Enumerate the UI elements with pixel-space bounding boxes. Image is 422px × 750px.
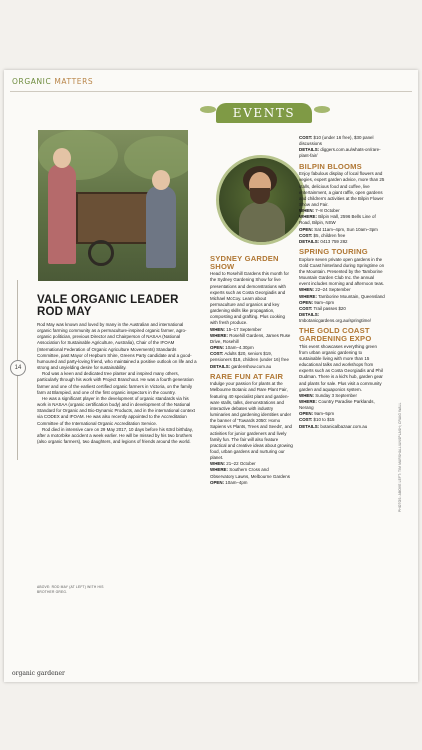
event-item (299, 163, 385, 245)
event-detail-row (210, 467, 293, 479)
event-detail-value: 7–8 October (315, 208, 340, 214)
event-detail-value: 15–17 September (226, 326, 262, 332)
man-left (48, 164, 76, 264)
section-header-matters: MATTERS (54, 77, 94, 86)
event-detail-value: $10 to $15 (313, 417, 335, 423)
event-detail-label: WHERE: (210, 332, 228, 338)
leaf-icon (200, 106, 216, 113)
events-title: EVENTS (232, 106, 296, 120)
event-detail-value: 21–22 October (226, 461, 256, 467)
cart (76, 192, 152, 244)
event-detail-value: Trail passes $20 (313, 305, 346, 311)
event-detail-row (299, 399, 385, 411)
section-header-organic: ORGANIC (12, 77, 55, 86)
event-detail-value: 22–24 September (315, 287, 351, 293)
events-banner (216, 103, 312, 123)
event-detail-label: OPEN: (299, 411, 314, 417)
event-detail-value[interactable]: 0413 759 282 (320, 238, 348, 244)
event-detail-label: WHEN: (299, 287, 315, 293)
event-detail-row (299, 424, 385, 430)
man-right-head (152, 170, 170, 190)
photo-caption: ABOVE: ROD MAY (AT LEFT) WITH HIS BROTHER GREG. (37, 585, 104, 594)
event-detail-value: Sat 11am–4pm, Sun 10am–3pm (314, 226, 378, 232)
event-detail-value: 9am–5pm (314, 411, 335, 417)
event-detail-label: DETAILS: (299, 238, 320, 244)
header-rule (10, 91, 412, 92)
event-detail-value: Bilpin Hall, 2596 Bells Line of Road, Bilpin, NSW (299, 214, 376, 226)
event-item (210, 373, 293, 486)
event-detail-value: 10am–4.30pm (225, 345, 254, 351)
event-description: Head to Rosehill Gardens this month for the Sydney Gardening Show for live presentations and demonstrations with experts such as Costa Georgiadis and Michael McCoy. Learn about permaculture and organics and key gardening skills like propagation, composting and grafting. Plus cooking with fresh produce. (210, 271, 289, 326)
event-detail-value[interactable]: diggers.com.au/whats-on/rare-plant-fair/ (299, 147, 381, 159)
article-body (37, 322, 199, 445)
event-detail-value: $5, children free (313, 232, 346, 238)
event-detail-label: COST: (210, 351, 224, 357)
event-detail-label: OPEN: (299, 226, 314, 232)
event-detail-label: COST: (299, 417, 313, 423)
article-paragraph: Rod was a keen and dedicated tree planter and inspired many others, particularly through his work with Project Branchout. He was a fourth generation farmer and one of the earliest certified organic farmers in Victoria, on the family farm at Blampied, and one of the first organic inspectors in the country. (37, 371, 194, 395)
event-description: Enjoy fabulous display of local flowers and vegies, expert garden advice, more than 25 stalls, delicious food and coffee, live entertainment, a giant raffle, open gardens and children's activities at the Bilpin Flower Show and Fair. (299, 171, 385, 207)
event-detail-label: DETAILS: (299, 147, 320, 153)
costa-georgiadis-photo (216, 155, 306, 245)
event-description: This event showcases everything green from urban organic gardening to sustainable living with more than 15 educational talks and workshops from experts such as Costa Georgiadis and Phil Dudman. There is a kid's hub, garden gear and plants for sale. Plus visit a community garden and aquaponics system. (299, 343, 383, 392)
event-item (299, 248, 385, 324)
page-number: 14 (10, 360, 26, 376)
event-detail-label: OPEN: (299, 299, 314, 305)
event-detail-row (210, 364, 293, 370)
section-header (12, 77, 93, 86)
article-paragraph: Rod May was known and loved by many in the Australian and international organic farming community as a permaculture-inspired organic farmer, agro-organic politician, previous Director and Chairperson of NASAA (National Association for Sustainable Agriculture, Australia), Chair of the IFOAM (International Federation of Organic Agriculture Movements) Standards Committee, past Mayor of Hepburn Shire, Greens Party candidate and a good-humoured and party-loving friend, who maintained a positive outlook on life and a strong and unyielding desire for sustainability. (37, 322, 197, 371)
event-description: Indulge your passion for plants at the Melbourne Botanic and Rare Plant Fair, featuring 40 specialist plant and garden-ware stalls, talks, demonstrations and interactive debates with industry luminaries and gardening identities under the banner of 'Towards 2050: Homo Sapiens vs Plants, Trees and Seeds', and activities for junior gardeners and lively family fun. The fair will also feature practical and creative ideas about growing food, urban gardens and nurturing our planet. (210, 381, 293, 461)
event-detail-value: $10 (under 16 free), $30 panel discussions (299, 135, 374, 147)
article-paragraph: Rod died in intensive care on 29 May 2017, 10 days before his 63rd birthday, after a motorbike accident a week earlier. He will be missed by his two brothers (also organic farmers), two daughters, and legions of friends around the world. (37, 426, 193, 444)
event-detail-label: COST: (299, 305, 313, 311)
event-detail-value: 9am–4pm (314, 299, 335, 305)
photo-credit: PHOTOS: ABOVE LEFT: TIM MARSHALL/UNSPLASH; CRAIG WALL (398, 402, 402, 512)
event-detail-label: DETAILS: (210, 363, 231, 369)
man-left-head (53, 148, 71, 168)
event-detail-row (299, 147, 385, 159)
event-detail-row (210, 480, 293, 486)
event-item (299, 327, 385, 429)
cart-wheel (88, 240, 114, 266)
event-item (299, 135, 385, 160)
event-detail-label: COST: (299, 135, 313, 140)
magazine-page (4, 70, 418, 682)
event-detail-row (299, 239, 385, 245)
event-detail-label: COST: (299, 232, 313, 238)
event-detail-value: Tamborine Mountain, Queensland (318, 293, 385, 299)
rod-may-photo (38, 130, 188, 281)
event-detail-label: DETAILS: (299, 312, 320, 318)
leaf-icon (314, 106, 330, 113)
event-detail-value: Sunday 3 September (315, 392, 357, 398)
event-detail-value[interactable]: botanicalbazaar.com.au (320, 423, 368, 429)
event-item (210, 255, 293, 370)
event-detail-label: DETAILS: (299, 423, 320, 429)
event-detail-value: 10am–4pm (225, 479, 248, 485)
person-body (239, 202, 285, 245)
event-detail-label: WHERE: (299, 214, 317, 220)
event-detail-value: Country Paradise Parklands, Nerang (299, 399, 375, 411)
event-detail-value: Adults $20, seniors $19, pensioners $18, children (under 16) free (210, 351, 289, 363)
event-title: SPRING TOURING (299, 247, 368, 257)
events-column-right (299, 135, 385, 433)
event-detail-label: WHEN: (299, 208, 315, 214)
event-detail-value[interactable]: tmbotanicgardens.org.au/springtime/ (299, 318, 372, 324)
event-detail-value: Southern Cross and Observatory Lawns, Melbourne Gardens (210, 467, 290, 479)
event-description: Explore seven private open gardens in the Gold Coast hinterland during Springtime on the Mountain. Presented by the Tamborine Mountain Garden Club Inc. the annual event includes morning and afternoon teas. (299, 256, 385, 287)
event-title: BILPIN BLOOMS (299, 161, 362, 171)
footer-logo: organic gardener (12, 670, 65, 677)
event-detail-label: WHEN: (299, 392, 315, 398)
event-detail-label: OPEN: (210, 479, 225, 485)
article-paragraph: He was a significant player in the development of organic standards via his work in NASAA (organic certification body) and in development of the National Standard for Organic and Bio-Dynamic Products, and in the international context via CODEX and IFOAM. He was also recently appointed to the Accreditation Committee of the International Organic Accreditation Service. (37, 395, 195, 426)
event-detail-label: WHEN: (210, 461, 226, 467)
event-detail-row (210, 333, 293, 345)
event-detail-value: Rosehill Gardens, James Ruse Drive, Rosehill (210, 332, 291, 344)
event-detail-value[interactable]: gardenshow.com.au (231, 363, 272, 369)
events-column-left (210, 255, 293, 489)
event-detail-row (299, 135, 385, 147)
man-right (146, 186, 176, 268)
event-detail-label: OPEN: (210, 345, 225, 351)
event-detail-label: WHERE: (299, 399, 317, 404)
event-detail-label: WHERE: (299, 293, 317, 299)
article-headline: VALE ORGANIC LEADER ROD MAY (37, 294, 179, 318)
event-title: SYDNEY GARDEN SHOW (210, 254, 279, 271)
event-detail-row (299, 312, 385, 324)
event-detail-label: WHERE: (210, 467, 228, 473)
event-detail-label: WHEN: (210, 326, 226, 332)
event-detail-row (210, 351, 293, 363)
event-detail-row (299, 214, 385, 226)
event-title: THE GOLD COAST GARDENING EXPO (299, 326, 372, 343)
event-title: RARE FUN AT FAIR (210, 371, 284, 381)
